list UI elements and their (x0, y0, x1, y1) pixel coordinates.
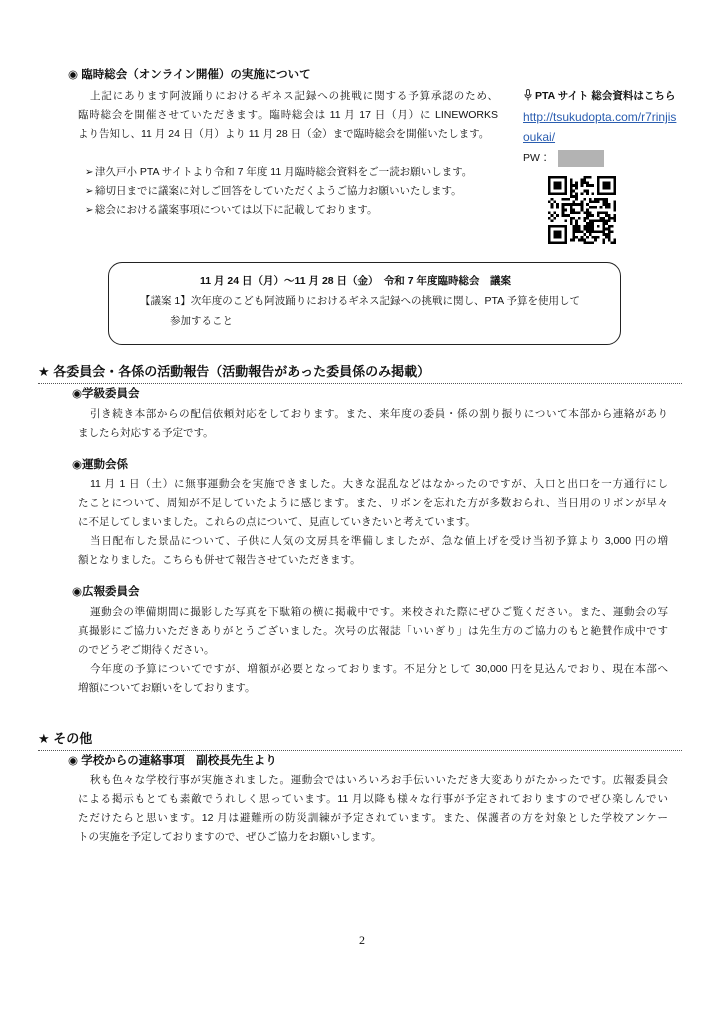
paragraph-line: 秋も色々な学校行事が実施されました。運動会ではいろいろお手伝いいただき大変ありがたかったです。広報委員会 (90, 774, 668, 786)
section-divider (38, 750, 682, 751)
paragraph-line: 当日配布した景品について、子供に人気の文房具を準備しましたが、急な値上げを受け当初予算より 3,000 円の増 (90, 535, 668, 547)
paragraph-line: に不足してしまいました。これらの点について、見直していきたいと考えています。 (78, 516, 476, 528)
committee-body-class (78, 405, 668, 443)
reports-section-heading: ★ 各委員会・各係の活動報告（活動報告があった委員係のみ掲載） (38, 364, 431, 379)
arrow-bullet-icon: ➢ (85, 167, 94, 178)
notice-bullet-list (85, 163, 472, 220)
paragraph-line: 今年度の予算についてですが、増額が必要となっております。不足分として 30,000 円を見込んでおり、現在本部へ (90, 663, 668, 675)
paragraph-line: たことについて、周知が不足していたように感じます。また、リボンを忘れた方が多数おられ、当日用のリボンが早々 (78, 497, 668, 509)
committee-heading-class: ◉学級委員会 (72, 388, 140, 400)
list-item (85, 201, 472, 220)
pta-site-link[interactable] (523, 107, 676, 147)
pta-site-title-text: PTA サイト 総会資料はこちら (535, 90, 676, 102)
qr-modules (548, 176, 616, 244)
agenda-heading: 11 月 24 日（月）～11 月 28 日（金） 令和 7 年度臨時総会 議案 (200, 275, 511, 287)
paragraph-line: ただけたらと思います。12 月は避難所の防災訓練が予定されています。また、保護者の方を対象とした学校アンケー (78, 812, 668, 824)
link-line[interactable]: http://tsukudopta.com/r7rinjis (523, 110, 677, 124)
list-item-text: 津久戸小 PTA サイトより令和 7 年度 11 月臨時総会資料をご一読お願いします。 (95, 166, 473, 178)
paragraph-line: 真撮影にご協力いただきありがとうございました。次号の広報誌「いいぎり」は先生方のご協力のもと絶賛作成中です (78, 625, 668, 637)
paragraph-line: より告知し、11 月 24 日（月）より 11 月 28 日（金）まで臨時総会を開催いたします。 (78, 128, 490, 140)
paragraph-line: 臨時総会を開催させていただきます。臨時総会は 11 月 17 日（月）に LINEWORKS (78, 109, 498, 121)
link-line[interactable]: oukai/ (523, 130, 556, 144)
password-row (523, 149, 604, 168)
other-section-heading: ★ その他 (38, 731, 93, 746)
notice-heading: ◉ 臨時総会（オンライン開催）の実施について (68, 69, 311, 81)
list-item-text: 締切日までに議案に対しご回答をしていただくようご協力お願いいたします。 (95, 185, 462, 197)
list-item (85, 182, 472, 201)
paragraph-line: のでどうぞご期待ください。 (78, 644, 215, 656)
password-label: PW： (523, 152, 551, 164)
redacted-password (558, 150, 604, 167)
paragraph-line: トの実施を予定しておりますので、ぜひご協力をお願いします。 (78, 831, 382, 843)
arrow-bullet-icon: ➢ (85, 205, 94, 216)
microphone-icon (524, 89, 532, 101)
school-notice-heading: ◉ 学校からの連絡事項 副校長先生より (68, 755, 277, 767)
agenda-box (108, 262, 621, 345)
paragraph-line: 11 月 1 日（土）に無事運動会を実施できました。大きな混乱などはなかったのですが、入口と出口を一方通行にし (90, 478, 668, 490)
paragraph-line: 引き続き本部からの配信依頼対応をしております。また、来年度の委員・係の割り振りについて本部から連絡があり (90, 408, 668, 420)
paragraph-line: ましたら対応する予定です。 (78, 427, 214, 439)
committee-heading-sports-day: ◉運動会係 (72, 459, 129, 471)
paragraph-line: 運動会の準備期間に撮影した写真を下駄箱の横に掲載中です。来校された際にぜひご覧ください。また、運動会の写 (90, 606, 668, 618)
arrow-bullet-icon: ➢ (85, 186, 94, 197)
paragraph-line: 増額についてお願いをしております。 (78, 682, 256, 694)
committee-body-public-relations (78, 603, 668, 698)
list-item-text: 総会における議案事項については以下に記載しております。 (95, 204, 378, 216)
paragraph-line: 額となりました。こちらも併せて報告させていただきます。 (78, 554, 361, 566)
paragraph-line: による掲示もとても素敵でうれしく思っています。11 月以降も様々な行事が予定されておりますのでぜひ楽しんでい (78, 793, 668, 805)
notice-paragraph (78, 87, 498, 144)
list-item (85, 163, 472, 182)
qr-code[interactable] (548, 176, 616, 244)
page-number: 2 (359, 933, 365, 947)
agenda-item-line: 参加すること (170, 315, 233, 327)
committee-heading-public-relations: ◉広報委員会 (72, 586, 140, 598)
section-divider (38, 383, 682, 384)
paragraph-line: 上記にあります阿波踊りにおけるギネス記録への挑戦に関する予算承認のため、 (90, 90, 498, 102)
school-notice-body (78, 771, 668, 847)
agenda-item-line: 【議案 1】次年度のこども阿波踊りにおけるギネス記録への挑戦に関し、PTA 予算を使用して (140, 295, 581, 307)
pta-site-title (524, 87, 675, 106)
committee-body-sports-day (78, 475, 668, 570)
